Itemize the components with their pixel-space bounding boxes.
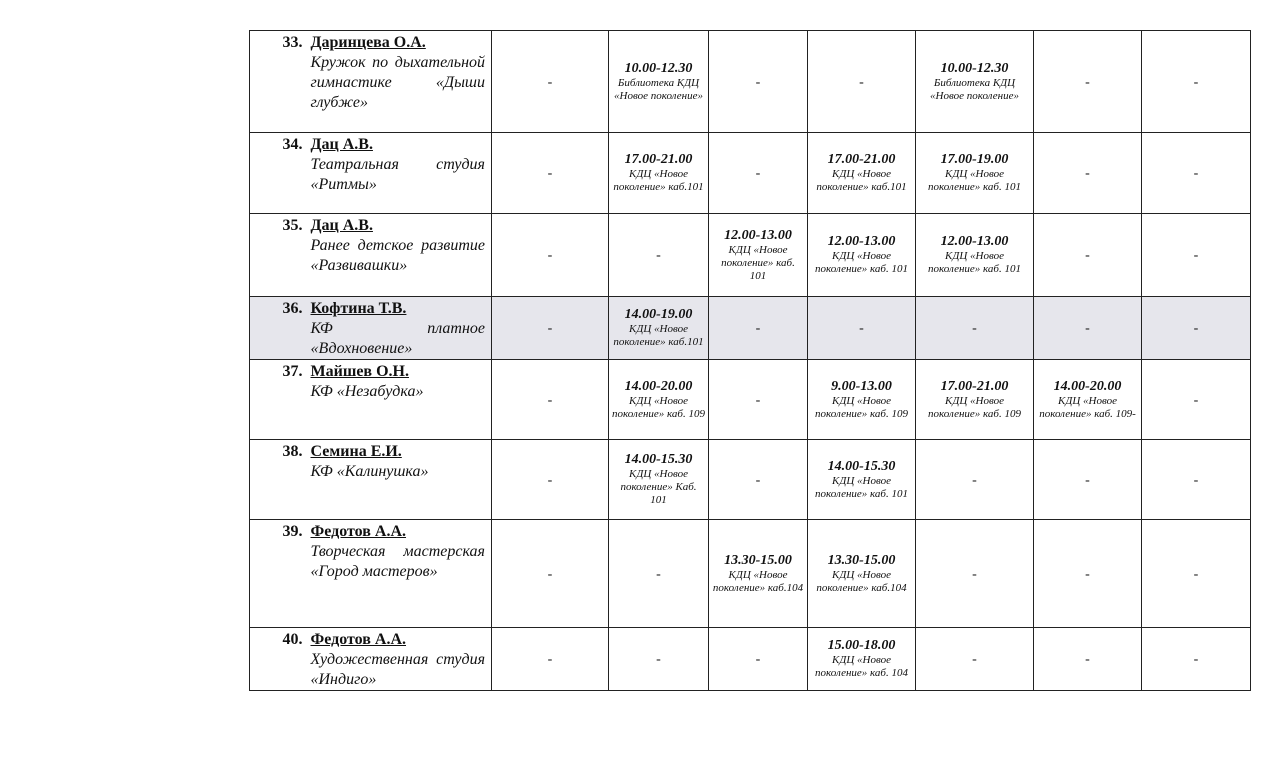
leader-name: Федотов А.А. bbox=[310, 523, 407, 540]
empty-dash: - bbox=[859, 74, 864, 90]
leader-name: Дац А.В. bbox=[310, 136, 373, 153]
leader-cell bbox=[305, 31, 492, 133]
row-number: 38. bbox=[250, 440, 305, 520]
session-time: 15.00-18.00 bbox=[827, 638, 896, 653]
activity-name: Ранее детское развитие «Развивашки» bbox=[310, 237, 485, 274]
schedule-cell bbox=[1034, 360, 1142, 440]
empty-dash: - bbox=[1085, 74, 1090, 90]
schedule-rows bbox=[250, 31, 1251, 691]
leader-cell bbox=[305, 520, 492, 628]
schedule-cell bbox=[808, 520, 916, 628]
schedule-cell bbox=[709, 440, 808, 520]
row-number: 40. bbox=[250, 628, 305, 691]
session-time: 13.30-15.00 bbox=[724, 552, 792, 568]
empty-dash: - bbox=[972, 566, 977, 582]
schedule-cell bbox=[709, 360, 808, 440]
session-place: Библиотека КДЦ «Новое поколение» bbox=[614, 76, 703, 102]
session-time: 12.00-13.00 bbox=[940, 234, 1009, 249]
schedule-cell bbox=[709, 628, 808, 691]
empty-dash: - bbox=[859, 321, 864, 336]
schedule-cell bbox=[609, 133, 709, 214]
schedule-cell bbox=[609, 628, 709, 691]
empty-dash: - bbox=[755, 74, 761, 90]
row-number: 33. bbox=[250, 31, 305, 133]
session-place: КДЦ «Новое поколение» каб.101 bbox=[816, 168, 907, 193]
table-row bbox=[250, 214, 1251, 297]
activity-name: КФ платное «Вдохновение» bbox=[310, 320, 485, 357]
activity-name: Творческая мастерская «Город мастеров» bbox=[310, 543, 485, 580]
schedule-cell bbox=[1034, 133, 1142, 214]
schedule-cell bbox=[1034, 440, 1142, 520]
schedule-cell bbox=[1034, 297, 1142, 360]
empty-dash: - bbox=[547, 566, 553, 582]
row-number: 34. bbox=[250, 133, 305, 214]
schedule-cell bbox=[1142, 440, 1251, 520]
session-place: КДЦ «Новое поколение» каб. 109 bbox=[928, 394, 1021, 420]
session-place: КДЦ «Новое поколение» каб. 109 bbox=[815, 394, 908, 420]
activity-name: КФ «Калинушка» bbox=[310, 463, 429, 480]
session-place: КДЦ «Новое поколение» каб.104 bbox=[712, 568, 804, 594]
schedule-cell bbox=[492, 214, 609, 297]
empty-dash: - bbox=[755, 392, 761, 408]
schedule-cell bbox=[1034, 520, 1142, 628]
empty-dash: - bbox=[547, 321, 553, 336]
leader-name: Семина Е.И. bbox=[310, 443, 402, 460]
session-time: 14.00-20.00 bbox=[1053, 378, 1122, 394]
schedule-cell bbox=[916, 31, 1034, 133]
schedule-cell bbox=[709, 133, 808, 214]
empty-dash: - bbox=[755, 652, 761, 667]
session-time: 14.00-15.30 bbox=[827, 458, 896, 474]
session-time: 17.00-21.00 bbox=[827, 152, 896, 167]
schedule-cell bbox=[609, 31, 709, 133]
schedule-cell bbox=[709, 31, 808, 133]
schedule-cell bbox=[808, 628, 916, 691]
table-row bbox=[250, 31, 1251, 133]
empty-dash: - bbox=[972, 652, 977, 667]
leader-name: Федотов А.А. bbox=[310, 631, 407, 648]
empty-dash: - bbox=[656, 652, 661, 667]
session-time: 17.00-21.00 bbox=[940, 378, 1009, 394]
session-place: КДЦ «Новое поколение» Каб. 101 bbox=[620, 468, 697, 506]
empty-dash: - bbox=[1085, 248, 1090, 263]
empty-dash: - bbox=[547, 392, 553, 408]
leader-cell bbox=[305, 628, 492, 691]
schedule-cell bbox=[916, 628, 1034, 691]
schedule-cell bbox=[808, 133, 916, 214]
empty-dash: - bbox=[547, 74, 553, 90]
table-row bbox=[250, 297, 1251, 360]
empty-dash: - bbox=[1085, 166, 1090, 181]
empty-dash: - bbox=[1193, 652, 1199, 667]
schedule-cell bbox=[492, 360, 609, 440]
row-number: 36. bbox=[250, 297, 305, 360]
schedule-cell bbox=[1142, 297, 1251, 360]
session-time: 17.00-19.00 bbox=[940, 152, 1009, 167]
session-place: КДЦ «Новое поколение» каб.104 bbox=[816, 568, 907, 594]
activity-name: КФ «Незабудка» bbox=[310, 383, 424, 400]
schedule-cell bbox=[1034, 628, 1142, 691]
session-time: 10.00-12.30 bbox=[940, 60, 1009, 76]
empty-dash: - bbox=[1085, 566, 1090, 582]
session-place: Библиотека КДЦ «Новое поколение» bbox=[930, 76, 1019, 102]
schedule-table bbox=[249, 30, 1251, 691]
empty-dash: - bbox=[1193, 74, 1199, 90]
schedule-cell bbox=[609, 360, 709, 440]
schedule-cell bbox=[1142, 360, 1251, 440]
schedule-cell bbox=[609, 440, 709, 520]
empty-dash: - bbox=[755, 321, 761, 336]
schedule-cell bbox=[492, 440, 609, 520]
session-place: КДЦ «Новое поколение» каб. 101 bbox=[721, 243, 795, 282]
schedule-cell bbox=[1034, 31, 1142, 133]
session-time: 13.30-15.00 bbox=[827, 552, 896, 568]
schedule-cell bbox=[1142, 214, 1251, 297]
schedule-cell bbox=[808, 360, 916, 440]
empty-dash: - bbox=[547, 652, 553, 667]
row-number: 35. bbox=[250, 214, 305, 297]
session-place: КДЦ «Новое поколение» каб.101 bbox=[613, 168, 704, 193]
schedule-cell bbox=[492, 520, 609, 628]
schedule-cell bbox=[916, 520, 1034, 628]
row-number: 39. bbox=[250, 520, 305, 628]
leader-name: Даринцева О.А. bbox=[310, 34, 426, 51]
session-time: 14.00-15.30 bbox=[624, 452, 693, 467]
schedule-cell bbox=[492, 297, 609, 360]
schedule-cell bbox=[1142, 133, 1251, 214]
empty-dash: - bbox=[1085, 472, 1090, 488]
schedule-cell bbox=[916, 214, 1034, 297]
session-time: 14.00-19.00 bbox=[624, 307, 693, 322]
leader-cell bbox=[305, 297, 492, 360]
schedule-cell bbox=[492, 31, 609, 133]
schedule-cell bbox=[709, 520, 808, 628]
empty-dash: - bbox=[656, 248, 661, 263]
empty-dash: - bbox=[1085, 321, 1090, 336]
schedule-cell bbox=[609, 520, 709, 628]
schedule-cell bbox=[916, 360, 1034, 440]
empty-dash: - bbox=[1193, 321, 1199, 336]
empty-dash: - bbox=[1193, 248, 1199, 263]
schedule-cell bbox=[709, 297, 808, 360]
empty-dash: - bbox=[1193, 566, 1199, 582]
row-number: 37. bbox=[250, 360, 305, 440]
leader-cell bbox=[305, 360, 492, 440]
session-time: 9.00-13.00 bbox=[831, 378, 892, 394]
activity-name: Театральная студия «Ритмы» bbox=[310, 156, 485, 193]
empty-dash: - bbox=[656, 566, 661, 582]
session-place: КДЦ «Новое поколение» каб. 101 bbox=[815, 474, 908, 500]
session-time: 10.00-12.30 bbox=[624, 60, 693, 76]
schedule-cell bbox=[609, 214, 709, 297]
schedule-cell bbox=[808, 214, 916, 297]
schedule-cell bbox=[709, 214, 808, 297]
schedule-cell bbox=[1142, 520, 1251, 628]
empty-dash: - bbox=[1193, 392, 1199, 408]
session-time: 12.00-13.00 bbox=[827, 234, 896, 249]
empty-dash: - bbox=[1193, 166, 1199, 181]
session-place: КДЦ «Новое поколение» каб. 101 bbox=[815, 250, 908, 275]
activity-name: Кружок по дыхательной гимнастике «Дыши глубже» bbox=[310, 54, 485, 111]
table-row bbox=[250, 440, 1251, 520]
schedule-cell bbox=[492, 628, 609, 691]
session-place: КДЦ «Новое поколение» каб. 104 bbox=[815, 654, 908, 679]
leader-cell bbox=[305, 133, 492, 214]
schedule-cell bbox=[609, 297, 709, 360]
table-row bbox=[250, 520, 1251, 628]
session-place: КДЦ «Новое поколение» каб.101 bbox=[613, 323, 704, 348]
session-place: КДЦ «Новое поколение» каб. 109- bbox=[1039, 394, 1136, 420]
schedule-cell bbox=[492, 133, 609, 214]
schedule-cell bbox=[1034, 214, 1142, 297]
leader-name: Дац А.В. bbox=[310, 217, 373, 234]
empty-dash: - bbox=[1193, 472, 1199, 488]
session-time: 14.00-20.00 bbox=[624, 378, 693, 394]
schedule-cell bbox=[808, 31, 916, 133]
session-place: КДЦ «Новое поколение» каб. 101 bbox=[928, 250, 1021, 275]
schedule-cell bbox=[1142, 31, 1251, 133]
empty-dash: - bbox=[972, 472, 977, 488]
empty-dash: - bbox=[547, 248, 553, 263]
leader-cell bbox=[305, 440, 492, 520]
schedule-cell bbox=[1142, 628, 1251, 691]
activity-name: Художественная студия «Индиго» bbox=[310, 651, 485, 688]
schedule-cell bbox=[808, 440, 916, 520]
session-time: 12.00-13.00 bbox=[724, 227, 792, 243]
schedule-cell bbox=[916, 440, 1034, 520]
leader-cell bbox=[305, 214, 492, 297]
empty-dash: - bbox=[755, 472, 761, 488]
table-row bbox=[250, 360, 1251, 440]
schedule-cell bbox=[808, 297, 916, 360]
schedule-cell bbox=[916, 133, 1034, 214]
session-time: 17.00-21.00 bbox=[624, 152, 693, 167]
session-place: КДЦ «Новое поколение» каб. 109 bbox=[612, 394, 705, 420]
schedule-cell bbox=[916, 297, 1034, 360]
empty-dash: - bbox=[547, 472, 553, 488]
table-row bbox=[250, 133, 1251, 214]
empty-dash: - bbox=[972, 321, 977, 336]
table-row bbox=[250, 628, 1251, 691]
empty-dash: - bbox=[547, 166, 553, 181]
session-place: КДЦ «Новое поколение» каб. 101 bbox=[928, 168, 1021, 193]
empty-dash: - bbox=[755, 166, 761, 181]
leader-name: Кофтина Т.В. bbox=[310, 300, 407, 317]
empty-dash: - bbox=[1085, 652, 1090, 667]
leader-name: Майшев О.Н. bbox=[310, 363, 409, 380]
